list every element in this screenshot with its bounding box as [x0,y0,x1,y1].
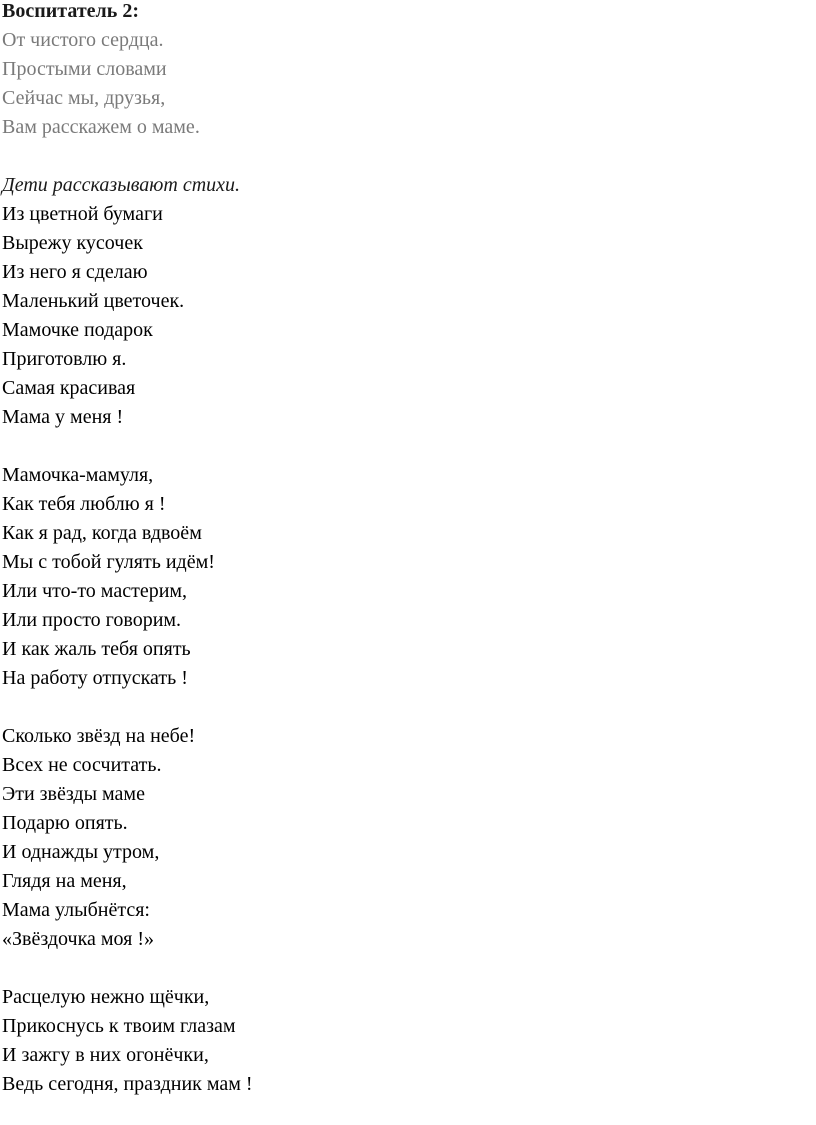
poem-line: Из него я сделаю [2,261,148,283]
poem-line: Мамочка-мамуля, [2,464,154,486]
speaker-label: Воспитатель 2: [2,0,139,22]
poem-line: Или просто говорим. [2,609,182,631]
poem-line: На работу отпускать ! [2,667,188,689]
poem-line: Мы с тобой гулять идём! [2,551,215,573]
poem-line: Эти звёзды маме [2,783,145,805]
poem-line: Как я рад, когда вдвоём [2,522,202,544]
poem-line: Мамочке подарок [2,319,153,341]
intro-line: Простыми словами [2,58,167,80]
stage-direction: Дети рассказывают стихи. [2,174,241,196]
intro-line: Сейчас мы, друзья, [2,87,166,109]
poem-3 [2,722,816,954]
poem-line: Ведь сегодня, праздник мам ! [2,1073,253,1095]
poem-line: Сколько звёзд на небе! [2,725,196,747]
poem-line: Как тебя люблю я ! [2,493,166,515]
poem-line: И зажгу в них огонёчки, [2,1044,209,1066]
intro-line: От чистого сердца. [2,29,164,51]
poem-line: Прикоснусь к твоим глазам [2,1015,236,1037]
poem-line: Самая красивая [2,377,136,399]
poem-line: Вырежу кусочек [2,232,143,254]
poem-1 [2,200,816,432]
poem-line: Мама улыбнётся: [2,899,150,921]
poem-2 [2,461,816,693]
poem-line: «Звёздочка моя !» [2,928,155,950]
poem-line: Приготовлю я. [2,348,127,370]
stanza-gap [2,954,816,983]
stanza-gap [2,432,816,461]
poem-line: Мама у меня ! [2,406,124,428]
intro-line: Вам расскажем о маме. [2,116,200,138]
poem-line: Всех не сосчитать. [2,754,162,776]
poem-line: Глядя на меня, [2,870,127,892]
poem-line: И однажды утром, [2,841,160,863]
poem-line: Из цветной бумаги [2,203,163,225]
poem-line: И как жаль тебя опять [2,638,191,660]
poem-line: Расцелую нежно щёчки, [2,986,210,1008]
stanza-gap [2,142,816,171]
poem-4 [2,983,816,1099]
stanza-gap [2,693,816,722]
poem-line: Подарю опять. [2,812,128,834]
poem-line: Маленький цветочек. [2,290,185,312]
poem-line: Или что-то мастерим, [2,580,188,602]
intro-block [2,26,816,142]
